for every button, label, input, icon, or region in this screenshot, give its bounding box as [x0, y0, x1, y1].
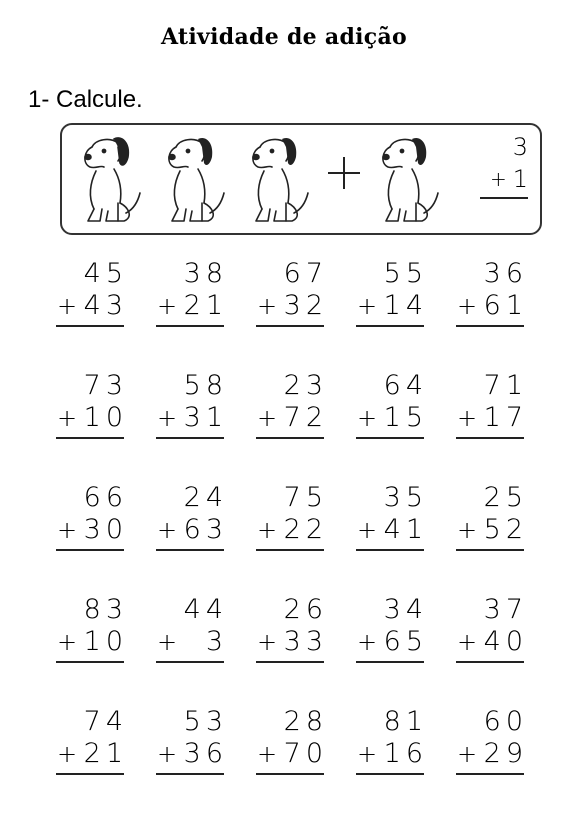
plus-operator: + — [456, 516, 478, 544]
problem-row — [52, 370, 552, 482]
addend-bottom: 29 — [483, 738, 528, 769]
addition-problem — [452, 482, 552, 594]
answer-line — [156, 549, 224, 551]
addition-problem — [452, 370, 552, 482]
answer-line — [56, 325, 124, 327]
addend-top: 35 — [383, 482, 428, 513]
addition-problem — [152, 370, 252, 482]
addend-top: 28 — [283, 706, 328, 737]
plus-operator: + — [356, 292, 378, 320]
addend-bottom: 15 — [383, 402, 428, 433]
addend-bottom: 30 — [83, 514, 128, 545]
addition-problem — [252, 258, 352, 370]
addition-problem — [52, 594, 152, 706]
addend-bottom: 61 — [483, 290, 528, 321]
addend-top: 67 — [283, 258, 328, 289]
addend-bottom: 52 — [483, 514, 528, 545]
addend-top: 34 — [383, 594, 428, 625]
addend-bottom: 3 — [205, 626, 228, 657]
addend-bottom: 16 — [383, 738, 428, 769]
addend-top: 55 — [383, 258, 428, 289]
addend-top: 44 — [183, 594, 228, 625]
answer-line — [56, 437, 124, 439]
example-problem — [472, 131, 528, 199]
plus-operator: + — [256, 628, 278, 656]
problem-row — [52, 594, 552, 706]
addend-bottom: 22 — [283, 514, 328, 545]
addend-top: 38 — [183, 258, 228, 289]
addend-bottom: 72 — [283, 402, 328, 433]
addition-problem — [252, 594, 352, 706]
answer-line — [156, 437, 224, 439]
plus-operator: + — [489, 167, 507, 191]
addend-bottom: 32 — [283, 290, 328, 321]
instruction-label: 1- Calcule. — [28, 86, 143, 113]
plus-operator: + — [156, 628, 178, 656]
answer-line — [356, 661, 424, 663]
answer-line — [56, 661, 124, 663]
addend-bottom: 14 — [383, 290, 428, 321]
plus-operator: + — [56, 292, 78, 320]
answer-line — [256, 325, 324, 327]
addend-top: 73 — [83, 370, 128, 401]
addition-problem — [52, 370, 152, 482]
answer-line — [156, 773, 224, 775]
plus-operator: + — [456, 404, 478, 432]
addend-top: 60 — [483, 706, 528, 737]
addend-bottom: 65 — [383, 626, 428, 657]
plus-operator: + — [356, 628, 378, 656]
addend-top: 75 — [283, 482, 328, 513]
addition-problem — [52, 706, 152, 818]
answer-line — [256, 661, 324, 663]
addition-problem — [252, 482, 352, 594]
addend-top: 66 — [83, 482, 128, 513]
plus-operator: + — [156, 292, 178, 320]
addend-bottom: 41 — [383, 514, 428, 545]
addition-problem — [352, 258, 452, 370]
problem-row — [52, 258, 552, 370]
answer-line — [256, 549, 324, 551]
dog-icon — [158, 133, 230, 227]
plus-icon — [324, 153, 364, 193]
addend-top: 45 — [83, 258, 128, 289]
plus-operator: + — [456, 740, 478, 768]
answer-line — [456, 773, 524, 775]
answer-line — [256, 437, 324, 439]
plus-operator: + — [356, 404, 378, 432]
plus-operator: + — [56, 516, 78, 544]
plus-operator: + — [456, 628, 478, 656]
answer-line — [456, 661, 524, 663]
answer-line — [156, 661, 224, 663]
addend-top: 81 — [383, 706, 428, 737]
example-box — [60, 123, 542, 235]
addition-problem — [152, 258, 252, 370]
addition-problem — [52, 258, 152, 370]
addend-bottom: 36 — [183, 738, 228, 769]
addition-problem — [52, 482, 152, 594]
addend-top: 74 — [83, 706, 128, 737]
addition-problem — [352, 594, 452, 706]
addend-bottom: 40 — [483, 626, 528, 657]
answer-line — [356, 773, 424, 775]
addend-top: 25 — [483, 482, 528, 513]
plus-operator: + — [256, 292, 278, 320]
addend-top: 37 — [483, 594, 528, 625]
plus-operator: + — [356, 740, 378, 768]
dog-icon — [372, 133, 444, 227]
addition-problem — [352, 482, 452, 594]
addend-top: 23 — [283, 370, 328, 401]
answer-line — [256, 773, 324, 775]
addition-problem — [352, 706, 452, 818]
addend-bottom: 21 — [83, 738, 128, 769]
addition-problem — [152, 482, 252, 594]
plus-operator: + — [256, 404, 278, 432]
addend-top: 26 — [283, 594, 328, 625]
addend-bottom: 10 — [83, 402, 128, 433]
addition-problem — [452, 594, 552, 706]
answer-line — [56, 773, 124, 775]
addition-problem — [152, 594, 252, 706]
plus-operator: + — [256, 516, 278, 544]
addend-bottom: 17 — [483, 402, 528, 433]
addend-top: 24 — [183, 482, 228, 513]
dog-icon — [242, 133, 314, 227]
dog-icon — [74, 133, 146, 227]
plus-operator: + — [56, 628, 78, 656]
answer-line — [456, 437, 524, 439]
answer-line — [456, 325, 524, 327]
plus-operator: + — [456, 292, 478, 320]
plus-operator: + — [256, 740, 278, 768]
problem-grid — [52, 258, 552, 818]
addend-bottom: 10 — [83, 626, 128, 657]
example-bottom-number: 1 — [512, 165, 528, 193]
addition-problem — [452, 258, 552, 370]
answer-line — [480, 197, 528, 199]
answer-line — [56, 549, 124, 551]
addend-top: 71 — [483, 370, 528, 401]
example-top-number: 3 — [512, 133, 528, 161]
addition-problem — [152, 706, 252, 818]
plus-operator: + — [56, 740, 78, 768]
answer-line — [156, 325, 224, 327]
addend-bottom: 63 — [183, 514, 228, 545]
addend-bottom: 43 — [83, 290, 128, 321]
addition-problem — [452, 706, 552, 818]
problem-row — [52, 482, 552, 594]
plus-operator: + — [356, 516, 378, 544]
addend-bottom: 31 — [183, 402, 228, 433]
addition-problem — [352, 370, 452, 482]
plus-operator: + — [156, 404, 178, 432]
addend-bottom: 33 — [283, 626, 328, 657]
addend-top: 58 — [183, 370, 228, 401]
answer-line — [356, 549, 424, 551]
answer-line — [456, 549, 524, 551]
problem-row — [52, 706, 552, 818]
answer-line — [356, 437, 424, 439]
addition-problem — [252, 370, 352, 482]
plus-operator: + — [156, 740, 178, 768]
addend-top: 64 — [383, 370, 428, 401]
addend-top: 83 — [83, 594, 128, 625]
answer-line — [356, 325, 424, 327]
addend-bottom: 70 — [283, 738, 328, 769]
addend-top: 36 — [483, 258, 528, 289]
addition-problem — [252, 706, 352, 818]
addend-top: 53 — [183, 706, 228, 737]
page-title: Atividade de adição — [160, 24, 408, 50]
plus-operator: + — [56, 404, 78, 432]
plus-operator: + — [156, 516, 178, 544]
addend-bottom: 21 — [183, 290, 228, 321]
